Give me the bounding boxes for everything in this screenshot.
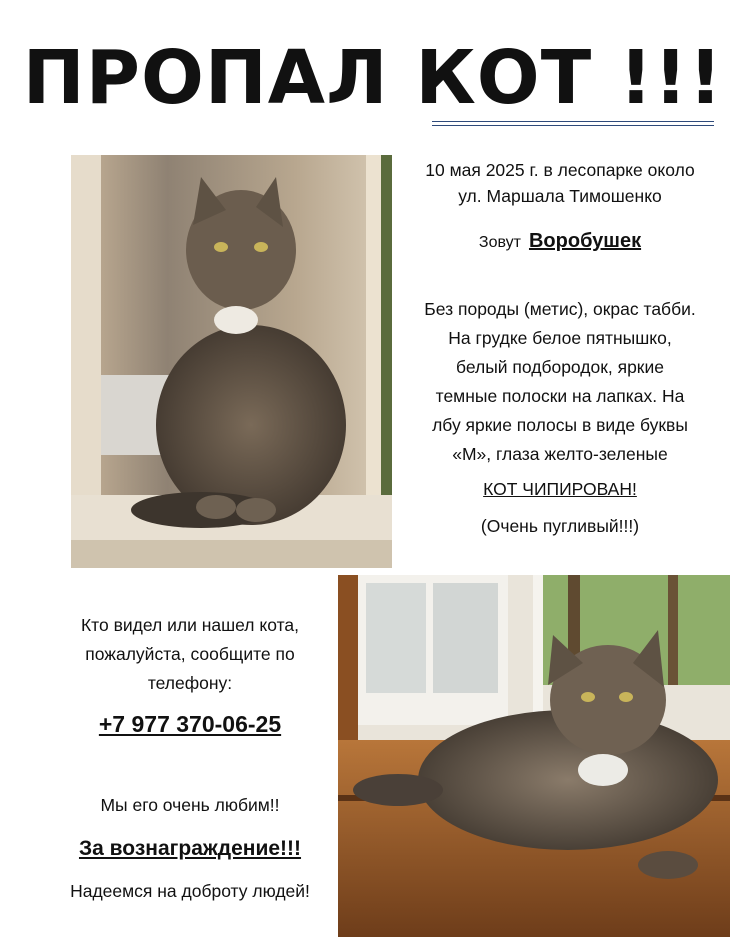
desc-line: Без породы (метис), окрас табби. (424, 299, 696, 319)
contact-request (40, 611, 340, 698)
date-line-2: ул. Маршала Тимошенко (458, 186, 662, 206)
poster-title (0, 28, 746, 128)
desc-line: лбу яркие полосы в виде буквы (432, 415, 688, 435)
chipped-notice: КОТ ЧИПИРОВАН! (483, 479, 637, 499)
cat-name-label: Зовут (478, 234, 521, 251)
cat-photo-lying (338, 575, 730, 937)
contact-line: Кто видел или нашел кота, (80, 615, 299, 635)
desc-line: белый подбородок, яркие (456, 357, 664, 377)
loss-date-location (400, 157, 720, 209)
desc-line: На грудке белое пятнышко, (448, 328, 672, 348)
cat-name (400, 228, 720, 256)
date-line-1: 10 мая 2025 г. в лесопарке около (425, 160, 695, 180)
shy-notice: (Очень пугливый!!!) (480, 516, 640, 536)
title-underline (432, 121, 714, 122)
title-part2: КОТ !!! (415, 35, 724, 121)
hope-note: Надеемся на доброту людей! (70, 881, 310, 901)
cat-name-value: Воробушек (528, 230, 642, 252)
title-underline-double (432, 125, 714, 126)
desc-line: темные полоски на лапках. На (435, 386, 685, 406)
cat-description (400, 295, 720, 469)
cat-photo-sitting (71, 155, 392, 568)
love-note: Мы его очень любим!! (100, 795, 280, 815)
phone-number[interactable]: +7 977 370-06-25 (98, 711, 282, 737)
reward-notice: За вознаграждение!!! (78, 837, 302, 860)
title-part1: ПРОПАЛ (22, 35, 416, 121)
contact-line: телефону: (147, 673, 233, 693)
desc-line: «М», глаза желто-зеленые (452, 444, 668, 464)
contact-line: пожалуйста, сообщите по (85, 644, 295, 664)
